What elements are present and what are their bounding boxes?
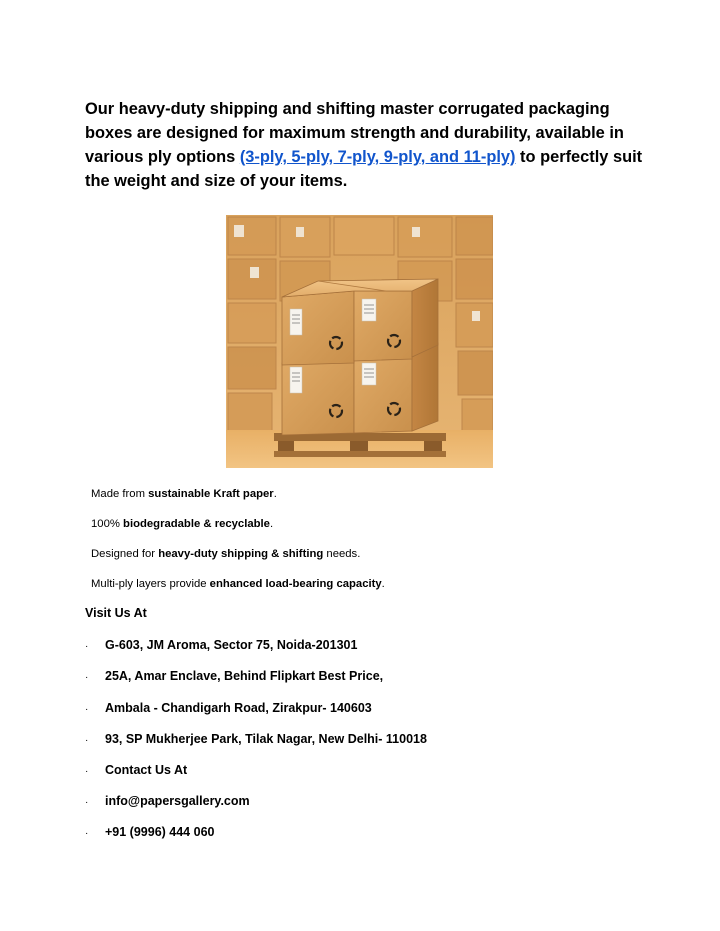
address-text: Ambala - Chandigarh Road, Zirakpur- 140603	[105, 701, 372, 715]
address-line	[85, 638, 357, 652]
address-line	[85, 732, 427, 746]
feature-prefix: Multi-ply layers provide	[91, 578, 210, 590]
address-line	[85, 701, 372, 715]
intro-paragraph	[85, 97, 645, 193]
feature-suffix: needs.	[323, 548, 361, 560]
bullet-dot: ·	[85, 735, 89, 746]
bullet-dot: ·	[85, 672, 89, 683]
bullet-dot: ·	[85, 828, 89, 839]
feature-prefix: 100%	[91, 518, 124, 530]
address-line	[85, 669, 383, 683]
phone-line	[85, 825, 214, 839]
contact-heading-text: Contact Us At	[105, 763, 188, 777]
email-line	[85, 794, 250, 808]
visit-heading: Visit Us At	[85, 606, 147, 620]
feature-item	[91, 547, 360, 561]
address-text: 93, SP Mukherjee Park, Tilak Nagar, New Delhi- 110018	[105, 732, 427, 746]
intro-text-before: Our heavy-duty shipping and shifting master corrugated packaging boxes are designed for maximum strength and durability, available in various ply options	[85, 100, 624, 166]
feature-item	[91, 487, 277, 501]
feature-suffix: .	[269, 518, 274, 530]
bullet-dot: ·	[85, 766, 89, 777]
feature-item	[91, 577, 385, 591]
feature-suffix: .	[381, 578, 385, 590]
email-text: info@papersgallery.com	[105, 794, 250, 808]
bullet-dot: ·	[85, 704, 89, 715]
bullet-dot: ·	[85, 797, 89, 808]
feature-prefix: Designed for	[91, 548, 159, 560]
feature-highlight: biodegradable & recyclable	[123, 518, 270, 530]
address-text: G-603, JM Aroma, Sector 75, Noida-201301	[105, 638, 358, 652]
intro-text-after: to perfectly suit the weight and size of your items.	[85, 148, 643, 190]
contact-heading	[85, 763, 187, 777]
phone-text: +91 (9996) 444 060	[105, 825, 215, 839]
feature-prefix: Made from	[91, 488, 149, 500]
feature-highlight: sustainable Kraft paper	[148, 488, 274, 500]
feature-highlight: enhanced load-bearing capacity	[209, 578, 382, 590]
address-text: 25A, Amar Enclave, Behind Flipkart Best Price,	[105, 669, 384, 683]
feature-suffix: .	[273, 488, 277, 500]
feature-highlight: heavy-duty shipping & shifting	[158, 548, 324, 560]
cardboard-boxes-image	[226, 215, 493, 468]
feature-item	[91, 517, 273, 531]
bullet-dot: ·	[85, 641, 89, 652]
ply-options-link[interactable]: (3-ply, 5-ply, 7-ply, 9-ply, and 11-ply)	[239, 148, 516, 166]
